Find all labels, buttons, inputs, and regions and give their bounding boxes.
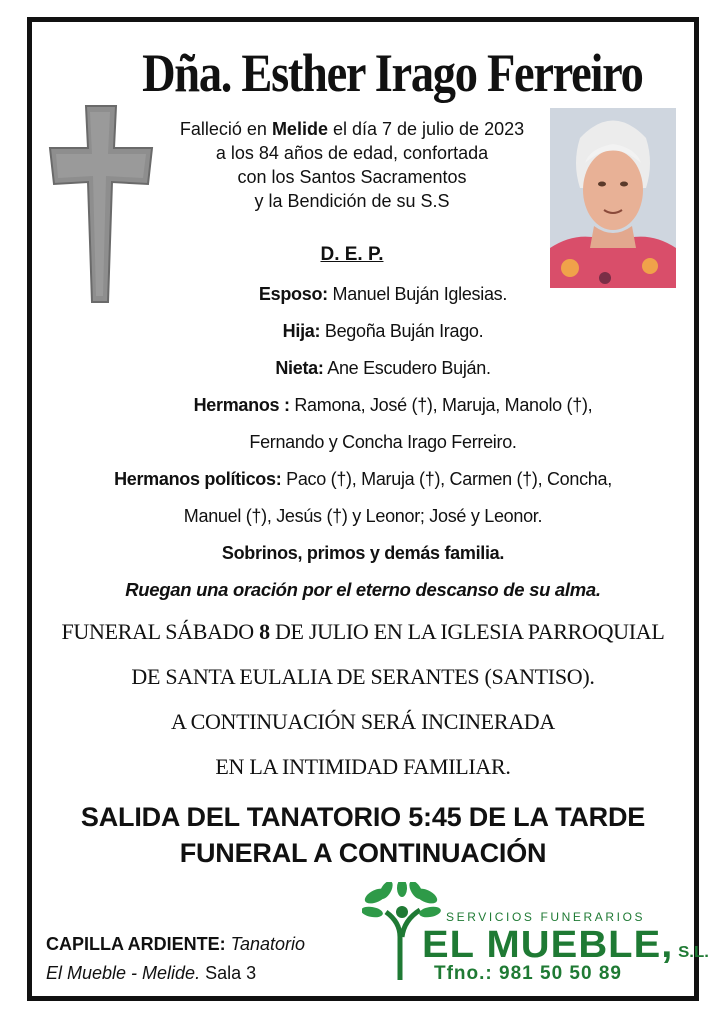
death-notice-text: Falleció en Melide el día 7 de julio de 2023 a los 84 años de edad, confortada con los Santos Sacramentos y la Bendición de su S.S	[179, 119, 525, 211]
family-politicos-cont: Manuel (†), Jesús (†) y Leonor; José y Leonor.	[183, 506, 543, 526]
family-hija: Hija: Begoña Buján Irago.	[282, 321, 484, 341]
salida-line-2: FUNERAL A CONTINUACIÓN	[179, 838, 547, 868]
family-politicos: Hermanos políticos: Paco (†), Maruja (†), Carmen (†), Concha,	[114, 469, 612, 489]
funeral-line-1: FUNERAL SÁBADO 8 DE JULIO EN LA IGLESIA PARROQUIAL	[61, 619, 665, 644]
dep-heading: D. E. P.	[320, 244, 384, 265]
family-sobrinos: Sobrinos, primos y demás familia.	[221, 543, 505, 563]
cross-icon	[48, 102, 158, 307]
prayer-line: Ruegan una oración por el eterno descanso de su alma.	[125, 579, 601, 600]
family-hermanos: Hermanos : Ramona, José (†), Maruja, Manolo (†),	[193, 395, 593, 415]
deceased-name: Dña. Esther Irago Ferreiro	[142, 43, 643, 103]
family-nieta: Nieta: Ane Escudero Buján.	[275, 358, 491, 378]
family-hermanos-cont: Fernando y Concha Irago Ferreiro.	[249, 432, 517, 452]
capilla-ardiente: CAPILLA ARDIENTE: Tanatorio El Mueble - Melide. Sala 3	[46, 934, 306, 983]
funeral-line-3: A CONTINUACIÓN SERÁ INCINERADA	[171, 709, 555, 734]
family-esposo: Esposo: Manuel Buján Iglesias.	[258, 284, 508, 304]
logo-brand-text: EL MUEBLE, S.L.	[422, 924, 709, 966]
portrait-photo	[550, 108, 676, 288]
funeral-line-4: EN LA INTIMIDAD FAMILIAR.	[215, 754, 511, 779]
obituary-card	[27, 17, 709, 1001]
logo-services-text: SERVICIOS FUNERARIOS	[446, 910, 646, 924]
salida-line-1: SALIDA DEL TANATORIO 5:45 DE LA TARDE	[80, 802, 646, 832]
funeral-line-2: DE SANTA EULALIA DE SERANTES (SANTISO).	[131, 664, 595, 689]
logo-phone: Tfno.: 981 50 50 89	[434, 963, 622, 984]
funeral-home-logo	[362, 876, 709, 986]
